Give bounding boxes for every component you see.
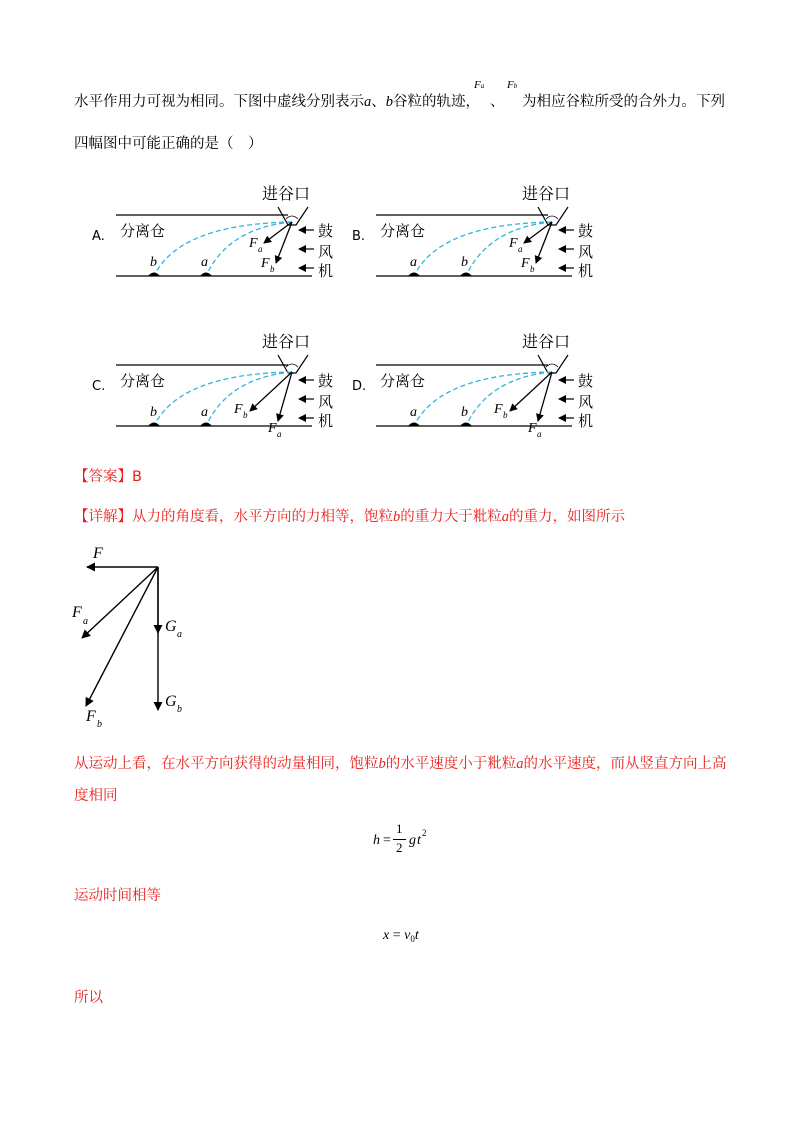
label-Fb-sub: b bbox=[97, 719, 102, 728]
force-label: F bbox=[494, 402, 503, 417]
grain-near bbox=[460, 423, 472, 427]
grain-far bbox=[148, 273, 160, 277]
var-b: b bbox=[385, 94, 393, 110]
force-label: F bbox=[234, 402, 243, 417]
motion-text: 的水平速度小于粃粒 bbox=[385, 756, 517, 772]
grain-near bbox=[200, 423, 212, 427]
option-diagram-3 bbox=[92, 332, 333, 439]
question-text: 水平作用力可视为相同。下图中虚线分别表示 bbox=[74, 94, 364, 110]
answer-value: B bbox=[132, 469, 142, 485]
blower-label: 鼓 bbox=[578, 222, 594, 240]
option-letter: A. bbox=[92, 229, 105, 244]
blower-label: 机 bbox=[318, 262, 334, 280]
fb-label: F bbox=[507, 79, 514, 91]
trajectory-far bbox=[154, 372, 292, 426]
eq-x: x bbox=[383, 928, 390, 943]
label-Fb: F bbox=[86, 708, 96, 725]
motion-text: 的水平速度，而从竖直方向上高 bbox=[523, 756, 727, 772]
question-text: 谷粒的轨迹， bbox=[393, 94, 480, 110]
grain-near bbox=[200, 273, 212, 277]
equation-h bbox=[373, 820, 453, 860]
force-diagram bbox=[60, 538, 220, 728]
options-diagram bbox=[0, 160, 800, 440]
eq-v-sub: 0 bbox=[410, 934, 415, 944]
blower-label: 风 bbox=[318, 243, 334, 261]
force-label-sub: a bbox=[277, 429, 282, 439]
force-label-sub: a bbox=[258, 244, 263, 254]
blower-label: 机 bbox=[578, 412, 594, 430]
equation-x bbox=[383, 928, 419, 944]
label-Gb: G bbox=[165, 693, 177, 710]
grain-label: b bbox=[461, 405, 468, 420]
therefore-text: 所以 bbox=[74, 990, 103, 1006]
option-diagram-4 bbox=[352, 332, 593, 439]
var-b: b bbox=[378, 756, 386, 772]
force-label: F bbox=[249, 236, 258, 251]
force-arrow-b bbox=[250, 372, 292, 411]
fa-sub: a bbox=[480, 82, 485, 90]
label-F: F bbox=[93, 545, 103, 562]
blower-label: 机 bbox=[578, 262, 594, 280]
grain-far bbox=[148, 423, 160, 427]
eq-g: g bbox=[409, 833, 416, 848]
force-label: F bbox=[268, 421, 277, 436]
eq-h: h bbox=[373, 833, 380, 848]
inlet-label: 进谷口 bbox=[522, 184, 571, 203]
motion-line-2: 度相同 bbox=[74, 788, 118, 804]
force-label-sub: b bbox=[243, 410, 248, 420]
chamber-label: 分离仓 bbox=[380, 372, 426, 390]
force-label-sub: b bbox=[270, 264, 275, 274]
force-label-sub: a bbox=[537, 429, 542, 439]
detail-text: 的重力，如图所示 bbox=[509, 509, 625, 525]
force-label: F bbox=[261, 256, 270, 271]
answer-line bbox=[74, 465, 142, 486]
detail-line bbox=[74, 505, 625, 526]
var-a: a bbox=[516, 756, 524, 772]
chamber-label: 分离仓 bbox=[120, 222, 166, 240]
force-label: F bbox=[528, 421, 537, 436]
blower-label: 风 bbox=[578, 243, 594, 261]
option-letter: B. bbox=[352, 229, 366, 244]
grain-label: a bbox=[201, 405, 208, 420]
grain-label: b bbox=[150, 255, 157, 270]
inlet-label: 进谷口 bbox=[522, 332, 571, 351]
separator: 、 bbox=[490, 94, 505, 110]
var-b: b bbox=[393, 509, 401, 525]
label-Gb-sub: b bbox=[177, 704, 182, 715]
chamber-label: 分离仓 bbox=[380, 222, 426, 240]
force-label: F bbox=[509, 236, 518, 251]
blower-label: 风 bbox=[578, 393, 594, 411]
grain-near bbox=[460, 273, 472, 277]
eq-numerator: 1 bbox=[396, 821, 403, 836]
eq-equals: = bbox=[383, 833, 391, 848]
blower-label: 鼓 bbox=[318, 222, 334, 240]
detail-text: 从力的角度看，水平方向的力相等，饱粒 bbox=[132, 509, 393, 525]
label-Ga: G bbox=[165, 618, 177, 635]
grain-far bbox=[408, 273, 420, 277]
option-diagram-2 bbox=[352, 184, 593, 280]
blower-label: 鼓 bbox=[318, 372, 334, 390]
eq-t: t bbox=[414, 928, 419, 943]
grain-label: a bbox=[410, 255, 417, 270]
eq-t: t bbox=[417, 833, 421, 848]
var-a: a bbox=[501, 509, 509, 525]
separator: 、 bbox=[371, 94, 386, 110]
eq-denominator: 2 bbox=[396, 840, 403, 855]
inlet-label: 进谷口 bbox=[262, 184, 311, 203]
force-fa-inline bbox=[474, 78, 484, 91]
detail-label: 【详解】 bbox=[74, 509, 132, 525]
motion-text: 从运动上看，在水平方向获得的动量相同，饱粒 bbox=[74, 756, 379, 772]
force-label-sub: b bbox=[503, 410, 508, 420]
eq-v: v bbox=[404, 928, 411, 943]
option-letter: C. bbox=[92, 379, 106, 394]
force-label: F bbox=[521, 256, 530, 271]
trajectory-far bbox=[414, 372, 552, 426]
label-Ga-sub: a bbox=[177, 629, 182, 640]
blower-label: 机 bbox=[318, 412, 334, 430]
chamber-label: 分离仓 bbox=[120, 372, 166, 390]
option-diagram-1 bbox=[92, 184, 333, 280]
var-a: a bbox=[364, 94, 372, 110]
label-Fa: F bbox=[72, 604, 82, 621]
question-line-2: 四幅图中可能正确的是（ ） bbox=[74, 136, 263, 152]
force-Fb-arrow bbox=[86, 567, 158, 706]
force-label-sub: a bbox=[518, 244, 523, 254]
time-equal-text: 运动时间相等 bbox=[74, 888, 161, 904]
inlet-grain-mark bbox=[546, 216, 558, 219]
grain-label: b bbox=[461, 255, 468, 270]
blower-label: 鼓 bbox=[578, 372, 594, 390]
blower-label: 风 bbox=[318, 393, 334, 411]
force-arrow-b bbox=[510, 372, 552, 411]
grain-label: a bbox=[410, 405, 417, 420]
motion-line-1 bbox=[74, 752, 727, 773]
force-label-sub: b bbox=[530, 264, 535, 274]
force-fb-inline bbox=[507, 78, 517, 91]
eq-equals: = bbox=[392, 928, 401, 943]
answer-label: 【答案】 bbox=[74, 469, 132, 485]
question-text: 为相应谷粒所受的合外力。下列 bbox=[522, 94, 725, 110]
label-Fa-sub: a bbox=[83, 616, 88, 627]
eq-exponent: 2 bbox=[422, 828, 427, 838]
question-line-1 bbox=[74, 90, 480, 111]
force-Fa-arrow bbox=[82, 567, 158, 638]
grain-label: a bbox=[201, 255, 208, 270]
inlet-grain-mark bbox=[286, 216, 298, 219]
fb-sub: b bbox=[513, 82, 518, 90]
fa-label: F bbox=[474, 79, 481, 91]
inlet-label: 进谷口 bbox=[262, 332, 311, 351]
grain-label: b bbox=[150, 405, 157, 420]
grain-far bbox=[408, 423, 420, 427]
option-letter: D. bbox=[352, 379, 367, 394]
detail-text: 的重力大于粃粒 bbox=[400, 509, 502, 525]
